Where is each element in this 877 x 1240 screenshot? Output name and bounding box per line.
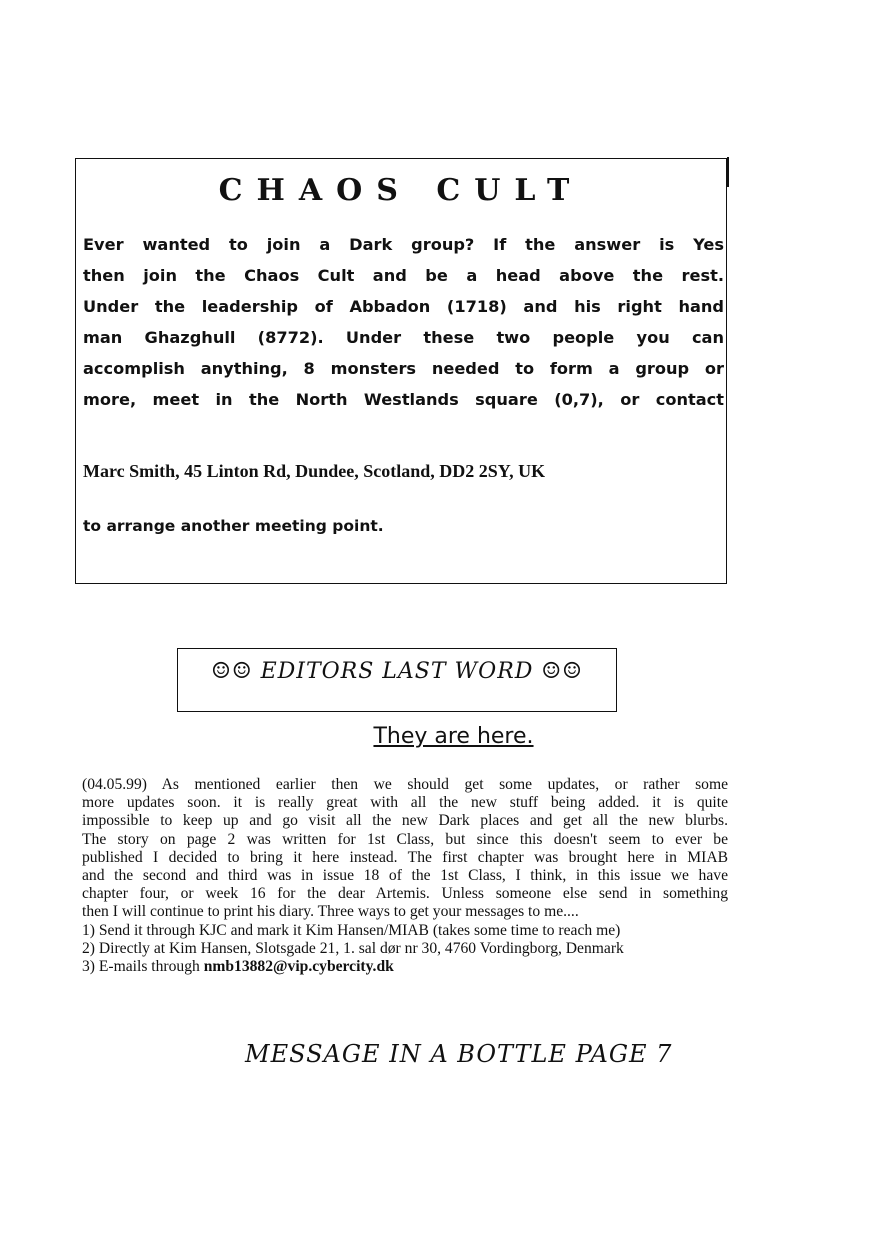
advert-line: Under the leadership of Abbadon (1718) and his right hand [83, 297, 724, 316]
advert-line: Ever wanted to join a Dark group? If the answer is Yes [83, 235, 724, 254]
page-footer: MESSAGE IN A BOTTLE PAGE 7 [245, 1040, 673, 1068]
editors-heading: ☺☺ EDITORS LAST WORD ☺☺ [211, 659, 583, 684]
contact-address: Marc Smith, 45 Linton Rd, Dundee, Scotland, DD2 2SY, UK [83, 461, 546, 481]
body-line: (04.05.99) As mentioned earlier then we should get some updates, or rather some [82, 776, 728, 793]
advert-paragraph [83, 229, 724, 415]
body-line: The story on page 2 was written for 1st Class, but since this doesn't seem to ever be [82, 830, 728, 848]
advert-line: then join the Chaos Cult and be a head above the rest. [83, 266, 724, 285]
body-line: then I will continue to print his diary. Three ways to get your messages to me.... [82, 903, 579, 921]
section-subheading [0, 724, 877, 749]
advert-line: more, meet in the North Westlands square (0,7), or contact [83, 390, 724, 409]
body-line: published I decided to bring it here instead. The first chapter was brought here in MIAB [82, 848, 728, 866]
body-line: and the second and third was in issue 18 of the 1st Class, I think, in this issue we have [82, 867, 728, 885]
advert-closing: to arrange another meeting point. [83, 517, 384, 535]
chaos-cult-advert [75, 158, 727, 584]
subheading-text: They are here. [373, 724, 534, 749]
email-prefix: 3) E-mails through [82, 958, 204, 976]
advert-line: man Ghazghull (8772). Under these two people you can [83, 328, 724, 347]
advert-line: accomplish anything, 8 monsters needed to form a group or [83, 359, 724, 378]
body-line: chapter four, or week 16 for the dear Artemis. Unless someone else send in something [82, 885, 728, 903]
editors-last-word-box [177, 648, 617, 712]
body-line: impossible to keep up and go visit all the new Dark places and get all the new blurbs. [82, 812, 728, 830]
email-line [82, 958, 728, 976]
body-line: 1) Send it through KJC and mark it Kim Hansen/MIAB (takes some time to reach me) [82, 921, 621, 939]
body-line: more updates soon. it is really great with all the new stuff being added. it is quite [82, 794, 728, 812]
body-line: 2) Directly at Kim Hansen, Slotsgade 21, 1. sal dør nr 30, 4760 Vordingborg, Denmark [82, 939, 624, 957]
box-corner-line [727, 157, 729, 187]
advert-title: CHAOS CULT [218, 173, 584, 208]
editor-body-text [82, 776, 728, 976]
email-address: nmb13882@vip.cybercity.dk [203, 958, 394, 976]
